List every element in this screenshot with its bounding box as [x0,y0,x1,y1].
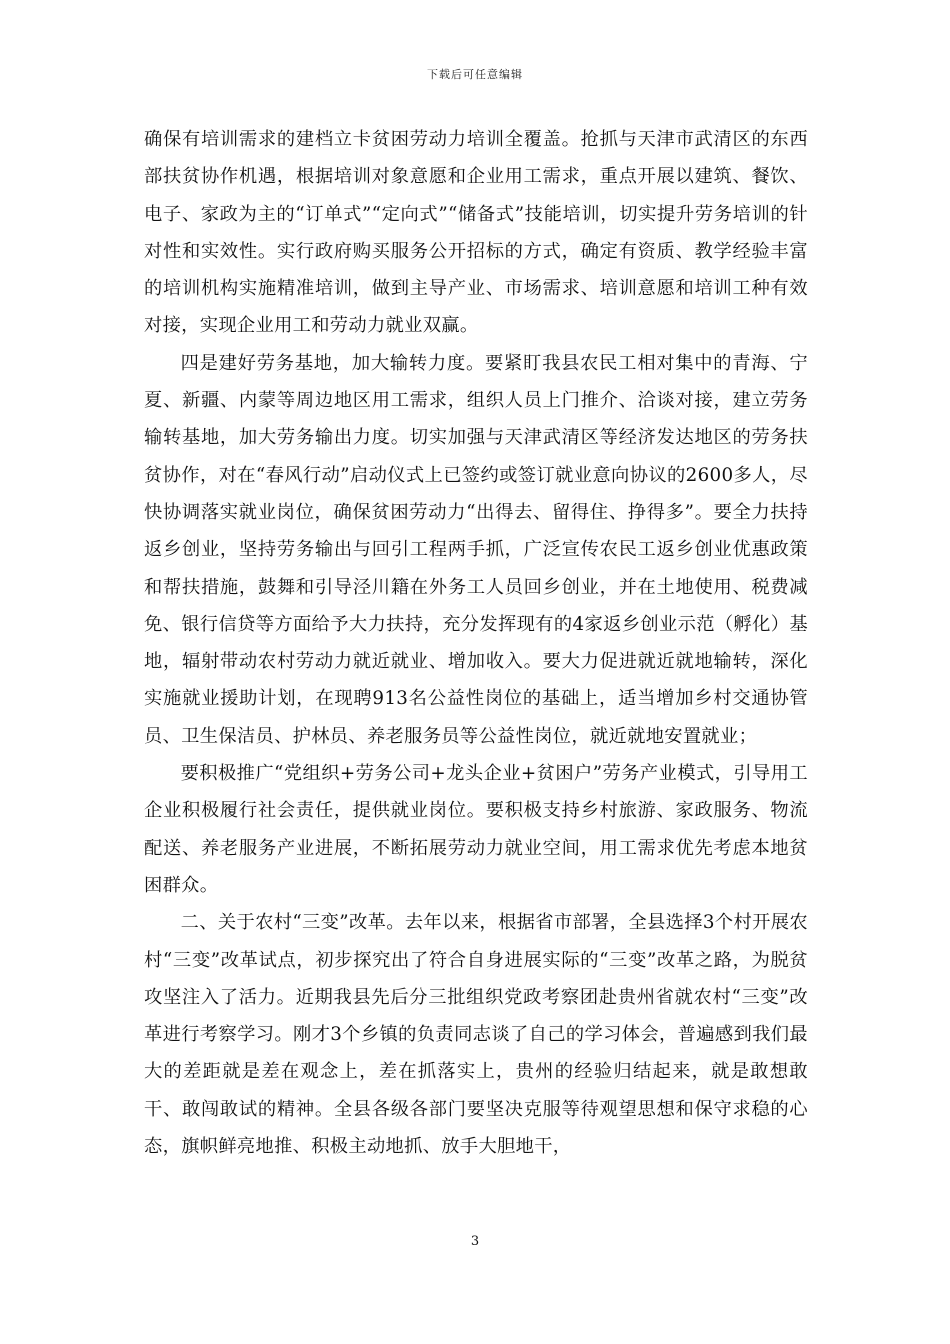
paragraph-continued: 确保有培训需求的建档立卡贫困劳动力培训全覆盖。抢抓与天津市武清区的东西部扶贫协作机遇，根据培训对象意愿和企业用工需求，重点开展以建筑、餐饮、电子、家政为主的“订单式”“定向式”“储备式”技能培训，切实提升劳务培训的针对性和实效性。实行政府购买服务公开招标的方式，确定有资质、教学经验丰富的培训机构实施精准培训，做到主导产业、市场需求、培训意愿和培训工种有效对接，实现企业用工和劳动力就业双赢。 [144,129,808,337]
paragraph-labor-model: 要积极推广“党组织+劳务公司+龙头企业+贫困户”劳务产业模式，引导用工企业积极履行社会责任，提供就业岗位。要积极支持乡村旅游、家政服务、物流配送、养老服务产业进展，不断拓展劳动力就业空间，用工需求优先考虑本地贫困群众。 [144,763,808,896]
page-number: 3 [470,1234,480,1249]
document-body [144,121,808,1165]
paragraph-labor-base: 四是建好劳务基地，加大输转力度。要紧盯我县农民工相对集中的青海、宁夏、新疆、内蒙等周边地区用工需求，组织人员上门推介、洽谈对接，建立劳务输转基地，加大劳务输出力度。切实加强与天津武清区等经济发达地区的劳务扶贫协作，对在“春风行动”启动仪式上已签约或签订就业意向协议的2600多人，尽快协调落实就业岗位，确保贫困劳动力“出得去、留得住、挣得多”。要全力扶持返乡创业，坚持劳务输出与回引工程两手抓，广泛宣传农民工返乡创业优惠政策和帮扶措施，鼓舞和引导泾川籍在外务工人员回乡创业，并在土地使用、税费减免、银行信贷等方面给予大力扶持，充分发挥现有的4家返乡创业示范（孵化）基地，辐射带动农村劳动力就近就业、增加收入。要大力促进就近就地输转，深化实施就业援助计划，在现聘913名公益性岗位的基础上，适当增加乡村交通协管员、卫生保洁员、护林员、养老服务员等公益性岗位，就近就地安置就业； [144,352,808,747]
page-header: 下载后可任意编辑 [427,68,523,81]
paragraph-three-changes-reform: 二、关于农村“三变”改革。去年以来，根据省市部署，全县选择3个村开展农村“三变”改革试点，初步探究出了符合自身进展实际的“三变”改革之路，为脱贫攻坚注入了活力。近期我县先后分三批组织党政考察团赴贵州省就农村“三变”改革进行考察学习。刚才3个乡镇的负责同志谈了自己的学习体会，普遍感到我们最大的差距就是差在观念上，差在抓落实上，贵州的经验归结起来，就是敢想敢干、敢闯敢试的精神。全县各级各部门要坚决克服等待观望思想和保守求稳的心态，旗帜鲜亮地推、积极主动地抓、放手大胆地干， [144,912,808,1158]
